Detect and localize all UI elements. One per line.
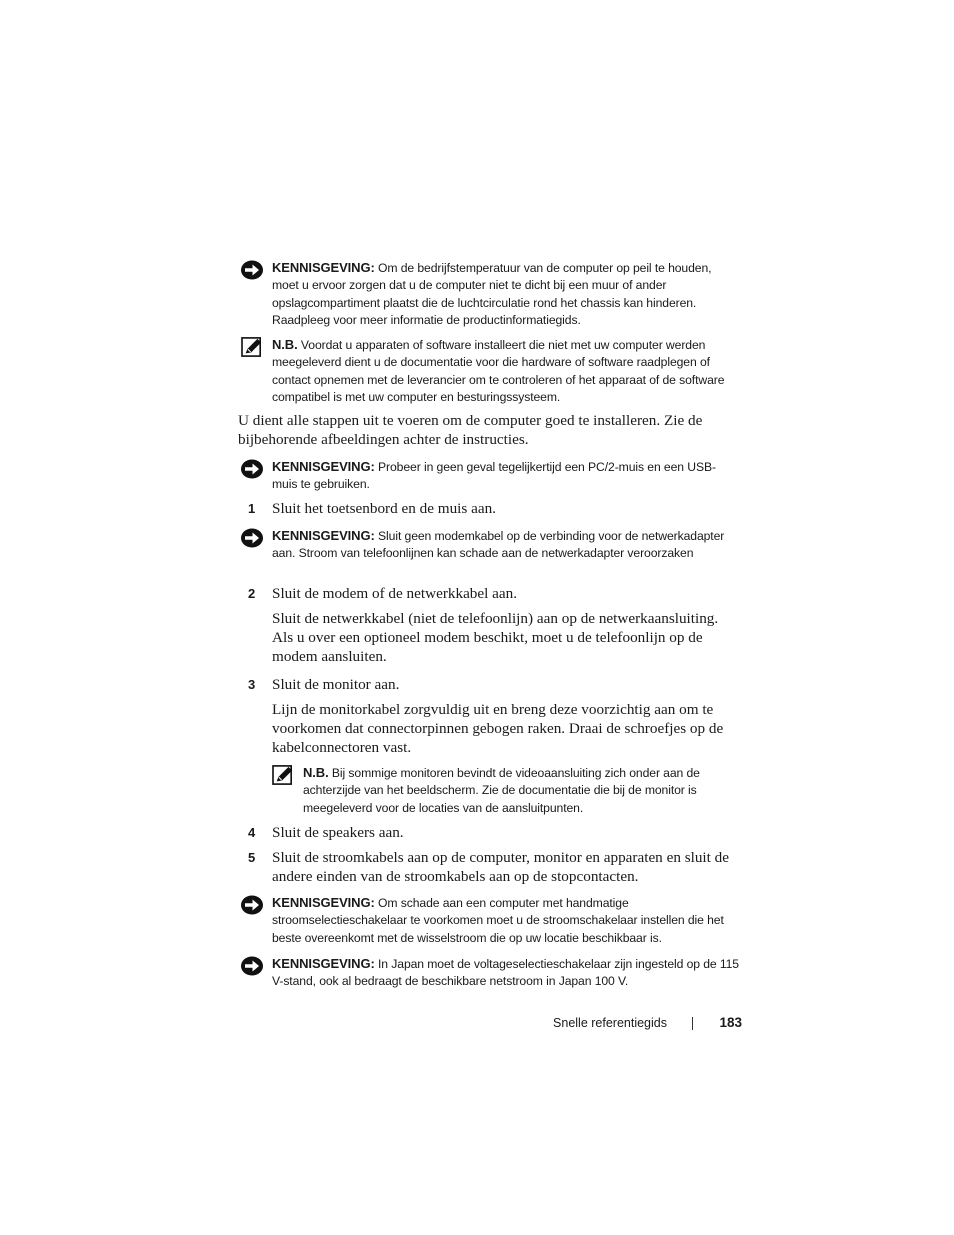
note-pencil-icon: [271, 765, 295, 785]
step-number: 1: [248, 501, 256, 516]
notice-label: KENNISGEVING:: [272, 895, 375, 910]
notice-arrow-icon: [240, 260, 264, 280]
notice-text: [272, 955, 740, 991]
footer-separator: [692, 1017, 693, 1030]
note-label: N.B.: [272, 337, 298, 352]
step-text: Sluit de monitor aan.: [272, 676, 400, 693]
notice-label: KENNISGEVING:: [272, 459, 375, 474]
step-text: Sluit de stroomkabels aan op de computer, monitor en apparaten en sluit de andere einden van de stroomkabels aan op de stopcontacten.: [272, 849, 730, 886]
notice-block: [240, 458, 740, 494]
notice-body: In Japan moet de voltageselectieschakelaar zijn ingesteld op de 115 V-stand, ook al bedraagt de beschikbare netstroom in Japan 100 V.: [272, 957, 739, 989]
intro-paragraph: U dient alle stappen uit te voeren om de computer goed te installeren. Zie de bijbehorende afbeeldingen achter de instructies.: [238, 412, 703, 449]
step-item: [240, 584, 742, 603]
note-text: [303, 764, 741, 817]
notice-label: KENNISGEVING:: [272, 528, 375, 543]
step-text: Sluit de speakers aan.: [272, 824, 404, 841]
step-number: 5: [248, 850, 256, 865]
notice-arrow-icon: [240, 895, 264, 915]
notice-body: Probeer in geen geval tegelijkertijd een PC/2-muis en een USB-muis te gebruiken.: [272, 460, 716, 492]
note-label: N.B.: [303, 765, 329, 780]
notice-body: Sluit geen modemkabel op de verbinding voor de netwerkadapter aan. Stroom van telefoonlijnen kan schade aan de netwerkadapter veroorzaken: [272, 529, 725, 561]
notice-block: [240, 894, 740, 947]
note-pencil-icon: [240, 337, 264, 357]
note-block: [240, 336, 740, 406]
page-number: 183: [719, 1015, 742, 1030]
step-number: 2: [248, 586, 256, 601]
note-body: Voordat u apparaten of software installeert die niet met uw computer werden meegeleverd dient u de documentatie voor die hardware of software raadplegen of contact opnemen met de leverancier om te controleren of het apparaat of de software compatibel is met uw computer en besturingssysteem.: [272, 338, 725, 404]
notice-block: [240, 955, 740, 991]
step-number: 4: [248, 825, 256, 840]
notice-body: Om de bedrijfstemperatuur van de computer op peil te houden, moet u ervoor zorgen dat u de computer niet te dicht bij een muur of ander opslagcompartiment plaatst die de luchtcirculatie rond het chassis kan hinderen. Raadpleeg voor meer informatie de productinformatiegids.: [272, 261, 712, 327]
notice-body: Om schade aan een computer met handmatige stroomselectieschakelaar te voorkomen moet u de stroomschakelaar instellen die het beste overeenkomt met de wisselstroom die op uw locatie beschikbaar is.: [272, 896, 724, 945]
step-item: [240, 848, 742, 886]
notice-arrow-icon: [240, 528, 264, 548]
step-detail: Sluit de netwerkkabel (niet de telefoonlijn) aan op de netwerkaansluiting. Als u over een optioneel modem beschikt, moet u de telefoonlijn op de modem aansluiten.: [272, 610, 719, 666]
notice-text: [272, 894, 740, 947]
step-text: Sluit de modem of de netwerkkabel aan.: [272, 585, 518, 602]
notice-block: [240, 259, 740, 329]
notice-arrow-icon: [240, 459, 264, 479]
note-block: [271, 764, 741, 817]
page-footer: [540, 1014, 742, 1036]
step-text: Sluit het toetsenbord en de muis aan.: [272, 500, 496, 517]
step-item: [240, 675, 742, 694]
step-item: [240, 499, 742, 518]
note-body: Bij sommige monitoren bevindt de videoaansluiting zich onder aan de achterzijde van het beeldscherm. Zie de documentatie die bij de monitor is meegeleverd voor de locaties van de aansluitpunten.: [303, 766, 700, 815]
notice-text: [272, 259, 740, 329]
notice-label: KENNISGEVING:: [272, 260, 375, 275]
note-text: [272, 336, 740, 406]
step-number: 3: [248, 677, 256, 692]
step-item: [240, 823, 742, 842]
notice-text: [272, 458, 740, 494]
footer-section-title: Snelle referentiegids: [553, 1016, 667, 1030]
notice-block: [240, 527, 740, 563]
notice-arrow-icon: [240, 956, 264, 976]
notice-label: KENNISGEVING:: [272, 956, 375, 971]
step-detail: Lijn de monitorkabel zorgvuldig uit en breng deze voorzichtig aan om te voorkomen dat connectorpinnen gebogen raken. Draai de schroefjes op de kabelconnectoren vast.: [272, 701, 724, 757]
notice-text: [272, 527, 740, 563]
